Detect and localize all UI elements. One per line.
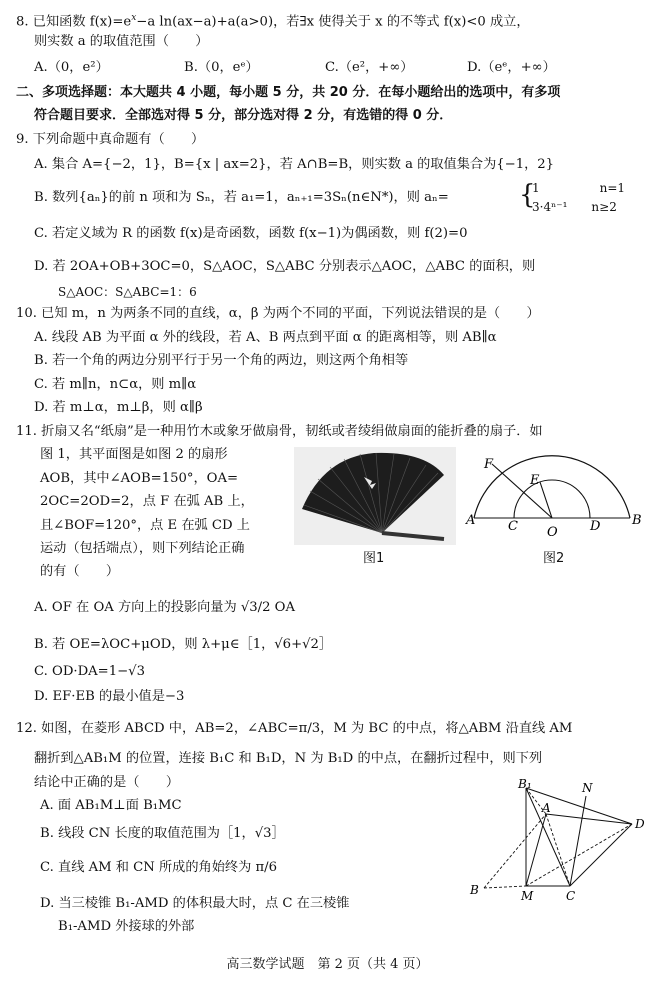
section2-line1: 二、多项选择题：本大题共 4 小题，每小题 5 分，共 20 分．在每小题给出的选项中，有多项 (16, 85, 561, 100)
q9-option-a: A. 集合 A={−2，1}，B={x | ax=2}，若 A∩B=B，则实数 a 的取值集合为{−1，2} (34, 157, 555, 172)
q12-stem2: 翻折到△AB₁M 的位置，连接 B₁C 和 B₁D，N 为 B₁D 的中点，在翻折过程中，则下列 (34, 751, 543, 766)
rhombus-fold-diagram (462, 776, 652, 901)
q9-option-d: D. 若 2OA+OB+3OC=0，S△AOC，S△ABC 分别表示△AOC，△ABC 的面积，则 (34, 259, 536, 274)
q10-stem: 10. 已知 m，n 为两条不同的直线，α，β 为两个不同的平面，下列说法错误的是（ ） (16, 306, 540, 321)
label-D: D (635, 817, 645, 831)
q12-option-a: A. 面 AB₁M⊥面 B₁MC (40, 798, 182, 813)
folding-fan-photo (294, 447, 456, 545)
label-C: C (566, 889, 576, 901)
q9-option-b: B. 数列{aₙ}的前 n 项和为 Sₙ，若 a₁=1，aₙ₊₁=3Sₙ(n∈N*)，则 aₙ= (34, 190, 449, 205)
q11-option-a: A. OF 在 OA 方向上的投影向量为 √3/2 OA (34, 600, 295, 615)
label-A: A (542, 801, 551, 815)
q8-option-a: A.（0，e²） (34, 60, 109, 75)
q12-option-c: C. 直线 AM 和 CN 所成的角始终为 π/6 (40, 860, 277, 875)
figure1-caption: 图1 (363, 551, 385, 566)
label-B: B (632, 513, 642, 528)
q10-option-a: A. 线段 AB 为平面 α 外的线段，若 A、B 两点到平面 α 的距离相等，则 AB∥α (34, 330, 497, 345)
q12-option-b: B. 线段 CN 长度的取值范围为［1，√3］ (40, 826, 285, 841)
q11-line6: 运动（包括端点），则下列结论正确 (40, 541, 245, 556)
q9-option-c: C. 若定义域为 R 的函数 f(x)是奇函数，函数 f(x−1)为偶函数，则 f(2)=0 (34, 226, 468, 241)
q9-case2: 3·4ⁿ⁻¹ n≥2 (532, 200, 617, 214)
label-B: B (470, 883, 479, 897)
label-B1: B₁ (518, 777, 532, 791)
page-footer: 高三数学试题 第 2 页（共 4 页） (226, 957, 429, 972)
label-M: M (521, 889, 534, 901)
label-A: A (466, 513, 476, 528)
label-F: F (484, 457, 494, 472)
q11-line7: 的有（ ） (40, 564, 120, 579)
q11-option-d: D. EF·EB 的最小值是−3 (34, 689, 185, 704)
outer-arc (474, 456, 630, 518)
q8-option-c: C.（e²，+∞） (325, 60, 414, 75)
q9-case1: 1 n=1 (532, 181, 626, 195)
q8-stem: 8. 已知函数 $f(x)=e^x-a$ ln(ax−a)+a(a>0)，若∃x 使得关于 x 的不等式 f(x)<0 成立， (16, 13, 530, 30)
q10-option-c: C. 若 m∥n，n⊂α，则 m∥α (34, 377, 197, 392)
q12-stem3: 结论中正确的是（ ） (34, 775, 180, 790)
q10-option-d: D. 若 m⊥α，m⊥β，则 α∥β (34, 400, 203, 415)
q8-option-b: B.（0，eᵉ） (184, 60, 259, 75)
q8-stem-a: 8. 已知函数 f(x)=e (16, 14, 132, 30)
q12-option-d2: B₁-AMD 外接球的外部 (58, 919, 195, 934)
q12-option-d1: D. 当三棱锥 B₁-AMD 的体积最大时，点 C 在三棱锥 (40, 896, 350, 911)
q11-line2: 图 1，其平面图是如图 2 的扇形 (40, 447, 228, 462)
inner-arc (514, 480, 590, 518)
q11-line4: 2OC=2OD=2，点 F 在弧 AB 上， (40, 494, 254, 509)
q8-stem2: 则实数 a 的取值范围（ ） (34, 34, 209, 49)
q9-stem: 9. 下列命题中真命题有（ ） (16, 132, 205, 147)
q11-stem1: 11. 折扇又名“纸扇”是一种用竹木或象牙做扇骨，韧纸或者绫绢做扇面的能折叠的扇子．如 (16, 424, 543, 439)
sector-diagram (462, 440, 652, 545)
q11-option-b: B. 若 OE=λOC+μOD，则 λ+μ∈［1，√6+√2］ (34, 637, 333, 652)
q11-line3: AOB，其中∠AOB=150°，OA= (40, 471, 239, 486)
q9-brace: { (519, 180, 536, 210)
label-D: D (590, 519, 601, 534)
label-E: E (530, 473, 540, 488)
q8-stem-b: −a ln(ax−a)+a(a>0)，若∃x 使得关于 x 的不等式 f(x)<0 成立， (136, 14, 530, 30)
q10-option-b: B. 若一个角的两边分别平行于另一个角的两边，则这两个角相等 (34, 353, 409, 368)
fan-illustration (294, 447, 456, 545)
label-O: O (547, 525, 558, 540)
q8-option-d: D.（eᵉ，+∞） (467, 60, 556, 75)
q12-stem1: 12. 如图，在菱形 ABCD 中，AB=2，∠ABC=π/3，M 为 BC 的中点，将△ABM 沿直线 AM (16, 721, 573, 736)
q11-option-c: C. OD·DA=1−√3 (34, 664, 145, 679)
q9-option-d2: S△AOC：S△ABC=1：6 (58, 285, 197, 299)
label-N: N (582, 781, 593, 795)
q11-line5: 且∠BOF=120°，点 E 在弧 CD 上 (40, 518, 250, 533)
figure2-caption: 图2 (543, 551, 565, 566)
label-C: C (508, 519, 518, 534)
section2-line2: 符合题目要求．全部选对得 5 分，部分选对得 2 分，有选错的得 0 分． (34, 108, 453, 123)
